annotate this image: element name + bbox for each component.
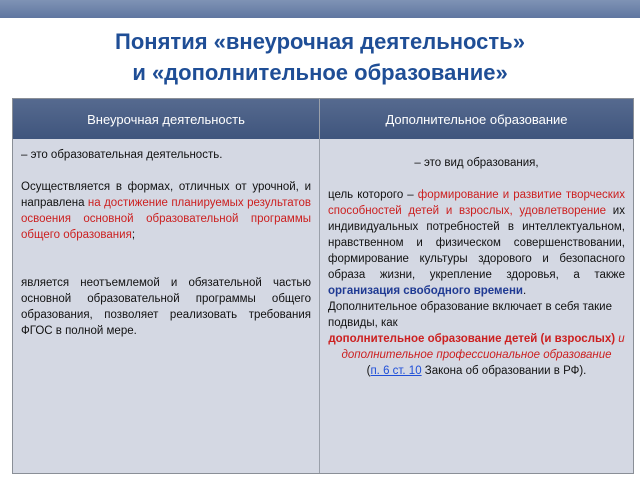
left-paragraph-3: является неотъемлемой и обязательной частью основной образовательной программы общего образования, позволяет реализовать требования ФГОС в полной мере. (21, 277, 311, 337)
subtype-children: дополнительное образование детей (и взрослых) (328, 333, 616, 345)
header-extracurricular: Внеурочная деятельность (13, 99, 319, 139)
right-paragraph-1: – это вид образования, (414, 157, 539, 169)
slide-title (0, 26, 640, 88)
right-p2-mid: их индивидуальных потребностей в интеллектуальном, нравственном и физическом совершенствовании, формирование культуры здорового и безопасного образа жизни, укрепление здоровья, а также (328, 205, 625, 281)
right-p2-end: . (522, 285, 527, 297)
left-p2-end: ; (131, 229, 136, 241)
law-reference (328, 363, 625, 379)
left-paragraph-2 (21, 179, 311, 243)
comparison-table (12, 98, 634, 474)
right-paragraph-2 (328, 187, 625, 299)
right-p2-highlight: формирование и развитие творческих способностей детей и взрослых, удовлетворение (328, 189, 625, 217)
title-line-1: Понятия «внеурочная деятельность» (115, 29, 525, 54)
left-p2-highlight: на достижение планируемых результатов освоения основной образовательной программы общего образования (21, 197, 311, 241)
cell-additional-education (320, 139, 633, 473)
right-p2-start: цель которого – (328, 189, 418, 201)
right-subtypes (328, 331, 625, 363)
cell-extracurricular (13, 139, 319, 473)
law-link[interactable]: п. 6 ст. 10 (370, 365, 422, 377)
title-line-2: и «дополнительное образование» (132, 60, 508, 85)
top-decorative-band (0, 0, 640, 18)
left-paragraph-1: – это образовательная деятельность. (21, 149, 223, 161)
right-p2-free-time: организация свободного времени (328, 285, 523, 297)
ref-open: ( (366, 365, 371, 377)
subtype-professional: и дополнительное профессиональное образование (341, 333, 625, 361)
right-paragraph-3: Дополнительное образование включает в себя такие подвиды, как (328, 301, 612, 329)
header-additional-education: Дополнительное образование (320, 99, 633, 139)
ref-close: Закона об образовании в РФ). (421, 365, 587, 377)
left-p2-start: Осуществляется в формах, отличных от урочной, и направлена (21, 181, 311, 209)
